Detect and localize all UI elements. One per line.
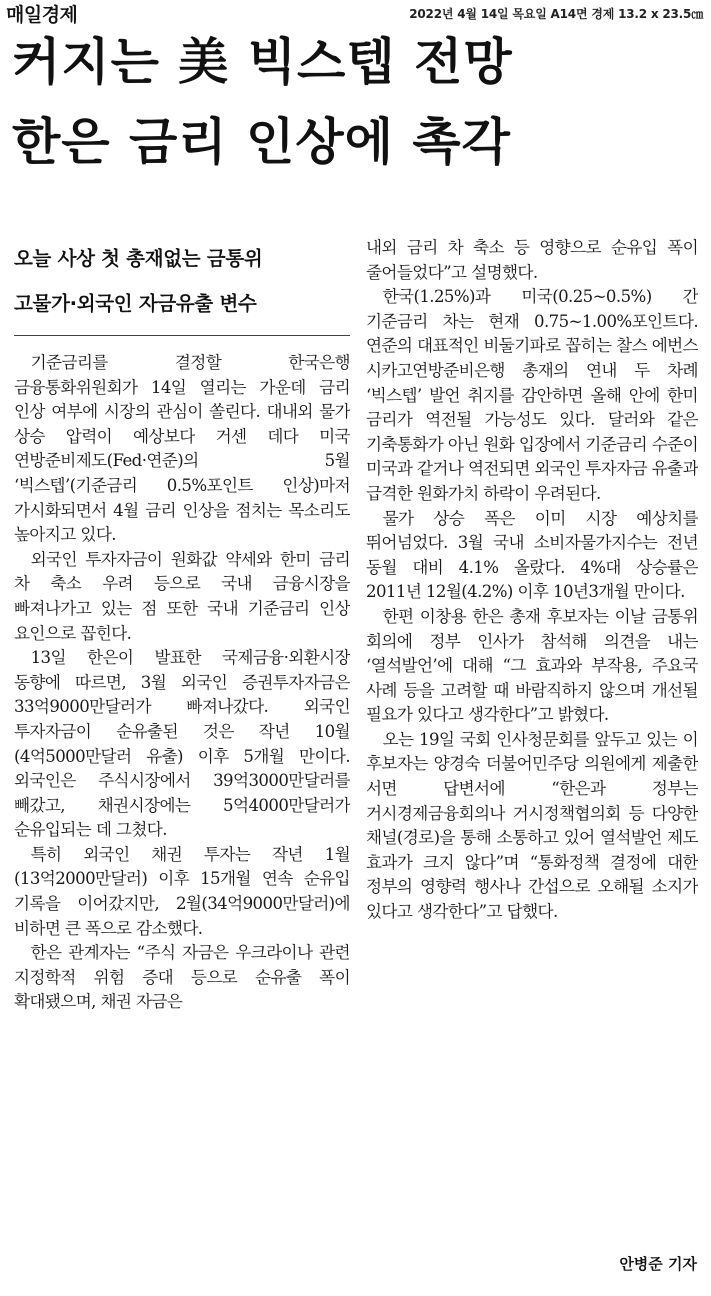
publication-info: 2022년 4월 14일 목요일 A14면 경제 13.2 x 23.5㎝ xyxy=(409,7,703,21)
paragraph: 내외 금리 차 축소 등 영향으로 순유입 폭이 줄어들었다”고 설명했다. xyxy=(366,238,698,282)
right-column xyxy=(366,236,698,1286)
left-column xyxy=(14,236,350,1286)
article-body-left xyxy=(14,351,350,1015)
newspaper-masthead: 매일경제 xyxy=(6,4,78,26)
paragraph: 특히 외국인 채권 투자는 작년 1월(13억2000만달러) 이후 15개월 연속 순유입 기록을 이어갔지만, 2월(34억9000만달러)에 비하면 큰 폭으로 감소했다. xyxy=(14,844,350,938)
article-body-right xyxy=(366,236,698,925)
paragraph: 13일 한은이 발표한 국제금융·외환시장 동향에 따르면, 3월 외국인 증권투자자금은 33억9000만달러가 빠져나갔다. 외국인 투자자금이 순유출된 것은 작년 10월(4억5000만달러 유출) 이후 5개월 만이다. 외국인은 주식시장에서 39억3000만달러를 빼갔고, 채권시장에는 5억4000만달러가 순유입되는 데 그쳤다. xyxy=(14,648,350,840)
top-bar xyxy=(0,0,711,30)
paragraph: 외국인 투자자금이 원화값 약세와 한미 금리 차 축소 우려 등으로 국내 금융시장을 빠져나가고 있는 점 또한 국내 기준금리 인상 요인으로 꼽힌다. xyxy=(14,549,350,643)
paragraph: 오는 19일 국회 인사청문회를 앞두고 있는 이 후보자는 양경숙 더불어민주당 의원에게 제출한 서면 답변서에 “한은과 정부는 거시경제금융회의나 거시정책협의회 등 다양한 채널(경로)을 통해 소통하고 있어 열석발언 제도 효과가 크지 않다”며 “통화정책 결정에 대한 정부의 영향력 행사나 간섭으로 오해될 소지가 있다고 생각한다”고 답했다. xyxy=(366,729,698,922)
paragraph: 기준금리를 결정할 한국은행 금융통화위원회가 14일 열리는 가운데 금리 인상 여부에 시장의 관심이 쏠린다. 대내외 물가 상승 압력이 예상보다 거센 데다 미국 연방준비제도(Fed·연준)의 5월 ‘빅스텝’(기준금리 0.5%포인트 인상)마저 가시화되면서 4월 금리 인상을 점치는 목소리도 높아지고 있다. xyxy=(14,353,350,545)
subheadline-1: 오늘 사상 첫 총재없는 금통위 xyxy=(14,247,263,270)
paragraph: 물가 상승 폭은 이미 시장 예상치를 뛰어넘었다. 3월 국내 소비자물가지수는 전년 동월 대비 4.1% 올랐다. 4%대 상승률은 2011년 12월(4.2%) 이후 10년3개월 만이다. xyxy=(366,508,698,602)
paragraph: 한은 관계자는 “주식 자금은 우크라이나 관련 지정학적 위험 증대 등으로 순유출 폭이 확대됐으며, 채권 자금은 xyxy=(14,943,350,1012)
subhead-divider xyxy=(14,335,350,336)
byline: 안병준 기자 xyxy=(613,1253,697,1274)
headline-line-1: 커지는 美 빅스텝 전망 xyxy=(12,33,513,91)
headline-line-2: 한은 금리 인상에 촉각 xyxy=(12,113,511,171)
paragraph: 한편 이창용 한은 총재 후보자는 이날 금통위 회의에 정부 인사가 참석해 의견을 내는 ‘열석발언’에 대해 “그 효과와 부작용, 주요국 사례 등을 고려할 때 바람직하지 않으며 개선될 필요가 있다고 생각한다”고 밝혔다. xyxy=(366,606,698,725)
paragraph: 한국(1.25%)과 미국(0.25~0.5%) 간 기준금리 차는 현재 0.75~1.00%포인트다. 연준의 대표적인 비둘기파로 꼽히는 찰스 에번스 시카고연방준비은행 총재의 연내 두 차례 ‘빅스텝’ 발언 취지를 감안하면 올해 안에 한미 금리가 역전될 가능성도 있다. 달러와 같은 기축통화가 아닌 원화 입장에서 기준금리 수준이 미국과 같거나 역전되면 외국인 투자자금 유출과 급격한 원화가치 하락이 우려된다. xyxy=(366,287,698,503)
subheadline-2: 고물가·외국인 자금유출 변수 xyxy=(14,292,257,315)
